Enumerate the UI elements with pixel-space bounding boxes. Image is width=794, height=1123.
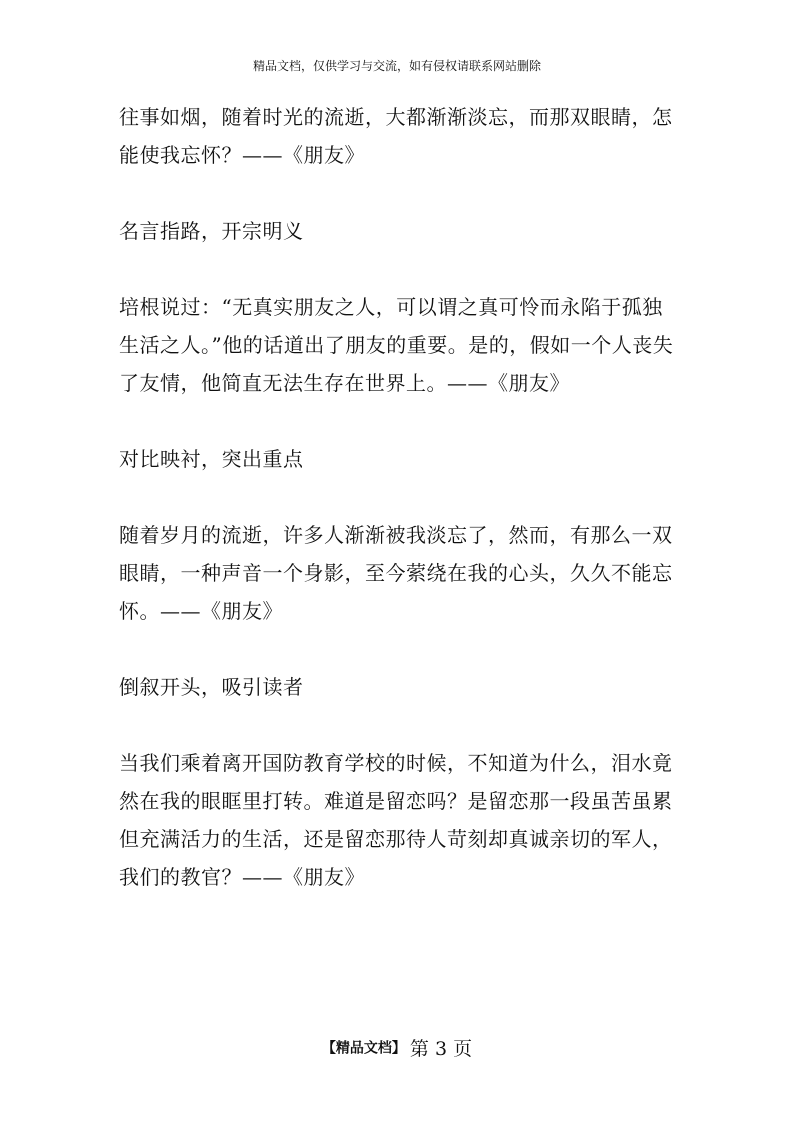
paragraph-leaving-school: 当我们乘着离开国防教育学校的时候，不知道为什么，泪水竟然在我的眼眶里打转。难道是留恋吗？是留恋那一段虽苦虽累但充满活力的生活，还是留恋那待人苛刻却真诚亲切的军人，我们的教官？——《朋友》 — [119, 751, 673, 889]
page-number: 第 3 页 — [409, 1038, 473, 1060]
section-heading-flashback: 倒叙开头，吸引读者 — [119, 675, 304, 699]
paragraph-quote-intro: 往事如烟，随着时光的流逝，大都渐渐淡忘，而那双眼睛，怎能使我忘怀？——《朋友》 — [119, 105, 673, 167]
section-heading-famous-quote: 名言指路，开宗明义 — [119, 219, 304, 243]
footer-mark: 【精品文档】 — [321, 1040, 406, 1057]
paragraph-bacon-quote: 培根说过：“无真实朋友之人，可以谓之真可怜而永陷于孤独生活之人。”他的话道出了朋友的重要。是的，假如一个人丧失了友情，他简直无法生存在世界上。——《朋友》 — [119, 295, 674, 395]
page-footer — [0, 1034, 794, 1061]
paragraph-years-passing: 随着岁月的流逝，许多人渐渐被我淡忘了，然而，有那么一双眼睛，一种声音一个身影，至今萦绕在我的心头，久久不能忘怀。——《朋友》 — [119, 523, 673, 623]
page-header: 精品文档，仅供学习与交流，如有侵权请联系网站删除 — [252, 59, 541, 73]
section-heading-contrast: 对比映衬，突出重点 — [119, 447, 304, 471]
document-body — [119, 98, 679, 896]
